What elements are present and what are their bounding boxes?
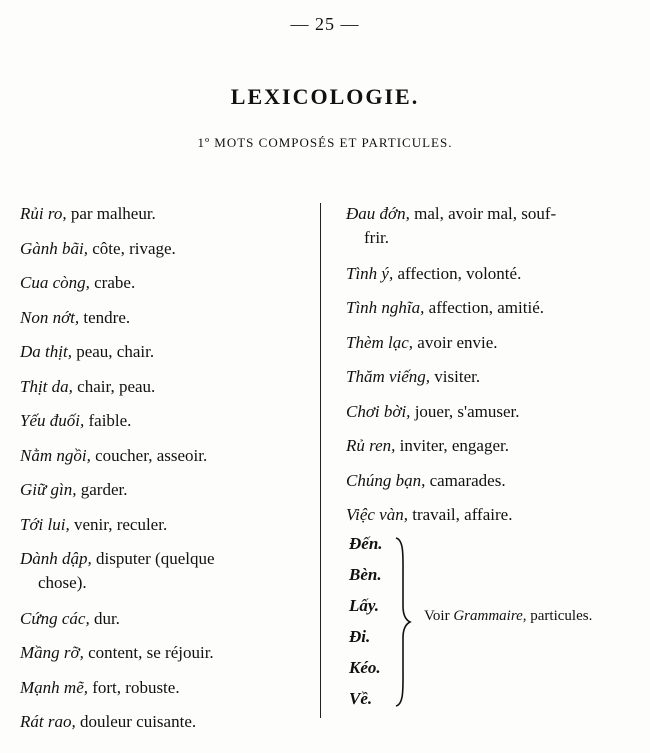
entry-term: Chơi bời, bbox=[346, 401, 411, 421]
note-grammar-reference: Grammaire, bbox=[453, 608, 527, 624]
entry-definition: dur. bbox=[89, 608, 120, 628]
lexicon-entry bbox=[20, 676, 310, 699]
entry-definition: avoir envie. bbox=[413, 332, 498, 352]
particle-item: Kéo. bbox=[349, 658, 381, 677]
entry-term: Tình ý, bbox=[346, 263, 394, 283]
entry-term: Mầng rỡ, bbox=[20, 643, 84, 662]
entry-term: Rát rao, bbox=[20, 712, 76, 731]
particle-item: Đến. bbox=[349, 534, 383, 553]
entry-term: Mạnh mẽ, bbox=[20, 677, 88, 697]
entry-definition: visiter. bbox=[430, 367, 481, 386]
particle-item: Đi. bbox=[349, 627, 371, 646]
entry-definition: garder. bbox=[76, 480, 128, 499]
entry-definition: affection, amitié. bbox=[424, 298, 544, 317]
entry-term: Tới lui, bbox=[20, 514, 70, 534]
lexicon-entry bbox=[20, 444, 310, 467]
lexicon-entry bbox=[20, 237, 310, 260]
entry-definition: par malheur. bbox=[66, 204, 156, 223]
entry-term: Việc vàn, bbox=[346, 505, 408, 524]
entry-definition: affection, volonté. bbox=[393, 263, 522, 283]
entry-term: Cứng các, bbox=[20, 608, 90, 628]
entry-term: Cua còng, bbox=[20, 273, 90, 292]
lexicon-entry bbox=[346, 434, 631, 457]
entry-definition: côte, rivage. bbox=[88, 238, 176, 258]
particle-item: Bèn. bbox=[349, 565, 382, 584]
particle-item: Lấy. bbox=[349, 596, 380, 615]
lexicon-entry bbox=[20, 547, 310, 595]
lexicon-entry bbox=[20, 271, 310, 294]
entry-definition: faible. bbox=[84, 411, 132, 430]
entry-definition: inviter, engager. bbox=[395, 436, 509, 455]
entry-definition: travail, affaire. bbox=[407, 505, 513, 524]
lexicon-entry bbox=[346, 262, 631, 285]
lexicon-entry bbox=[20, 607, 310, 630]
curly-brace-icon bbox=[394, 536, 412, 708]
entry-definition: fort, robuste. bbox=[87, 677, 180, 697]
page-number: — 25 — bbox=[290, 14, 360, 34]
section-heading: 1º MOTS COMPOSÉS ET PARTICULES. bbox=[197, 135, 453, 150]
lexicon-entry bbox=[346, 365, 631, 388]
right-column bbox=[346, 202, 631, 538]
lexicon-entry bbox=[346, 202, 631, 250]
entry-term: Rủ ren, bbox=[346, 436, 396, 455]
lexicon-entry bbox=[20, 478, 310, 501]
particle-item: Về. bbox=[349, 689, 373, 708]
entry-term: Đau đớn, bbox=[346, 204, 410, 223]
entry-term: Da thịt, bbox=[20, 342, 72, 361]
lexicon-entry bbox=[20, 306, 310, 329]
entry-definition: disputer (quelque bbox=[91, 549, 215, 568]
entry-term: Giữ gìn, bbox=[20, 480, 77, 499]
lexicon-entry bbox=[20, 375, 310, 398]
entry-term: Tình nghĩa, bbox=[346, 298, 425, 317]
lexicon-entry bbox=[20, 710, 310, 733]
entry-term: Non nớt, bbox=[20, 307, 80, 327]
entry-definition: crabe. bbox=[89, 273, 136, 292]
column-divider bbox=[320, 203, 321, 718]
lexicon-entry bbox=[20, 409, 310, 432]
particle-list bbox=[349, 528, 383, 714]
lexicon-entry bbox=[346, 296, 631, 319]
note-suffix: particules. bbox=[526, 608, 593, 624]
entry-term: Thèm lạc, bbox=[346, 332, 414, 352]
entry-definition: venir, reculer. bbox=[69, 514, 168, 534]
lexicon-entry bbox=[346, 469, 631, 492]
entry-definition: camarades. bbox=[425, 470, 506, 490]
lexicon-entry bbox=[20, 202, 310, 225]
entry-definition: douleur cuisante. bbox=[75, 712, 197, 731]
entry-continuation: chose). bbox=[38, 573, 87, 592]
entry-term: Nằm ngồi, bbox=[20, 445, 91, 465]
page-title: LEXICOLOGIE. bbox=[230, 84, 420, 109]
lexicon-entry bbox=[346, 331, 631, 354]
entry-term: Thịt da, bbox=[20, 376, 73, 396]
entry-term: Thăm viếng, bbox=[346, 367, 431, 386]
particles-note bbox=[424, 608, 592, 625]
entry-definition: mal, avoir mal, souf- bbox=[409, 204, 557, 223]
lexicon-entry bbox=[20, 513, 310, 536]
lexicon-entry bbox=[346, 400, 631, 423]
entry-definition: content, se réjouir. bbox=[83, 643, 214, 662]
lexicon-entry bbox=[20, 641, 310, 664]
entry-definition: chair, peau. bbox=[72, 376, 156, 396]
entry-term: Gành bãi, bbox=[20, 238, 88, 258]
note-prefix: Voir bbox=[424, 608, 454, 624]
left-column bbox=[20, 202, 310, 745]
entry-definition: jouer, s'amuser. bbox=[410, 401, 520, 421]
lexicon-entry bbox=[346, 503, 631, 526]
entry-term: Rủi ro, bbox=[20, 204, 67, 223]
entry-term: Yếu đuối, bbox=[20, 411, 85, 430]
entry-definition: tendre. bbox=[79, 307, 131, 327]
entry-term: Chúng bạn, bbox=[346, 470, 426, 490]
lexicon-entry bbox=[20, 340, 310, 363]
entry-definition: coucher, asseoir. bbox=[90, 445, 208, 465]
entry-definition: peau, chair. bbox=[71, 342, 155, 361]
entry-continuation: frir. bbox=[364, 228, 390, 247]
entry-term: Dành dập, bbox=[20, 549, 92, 568]
